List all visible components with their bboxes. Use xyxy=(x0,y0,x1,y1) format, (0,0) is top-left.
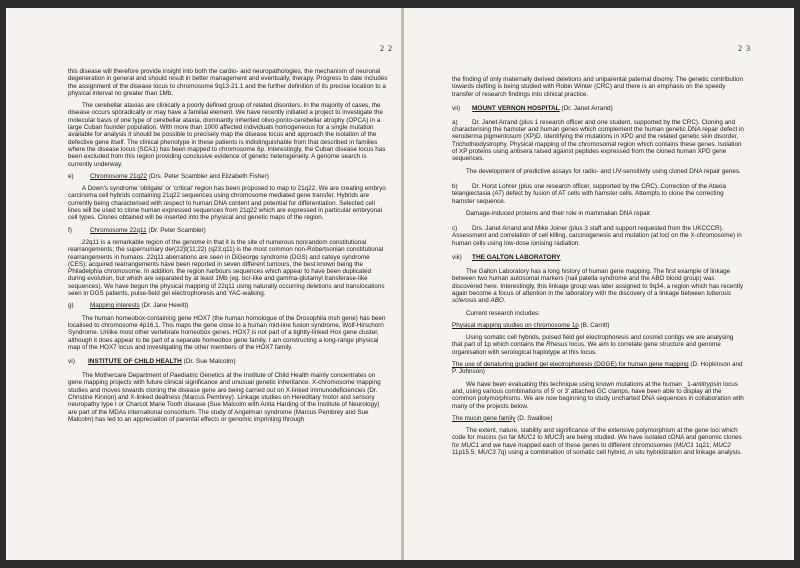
list-label: a) xyxy=(452,118,458,126)
research-heading-1 xyxy=(452,322,744,329)
paragraph: Current research includes: xyxy=(466,309,540,317)
section-number: e) xyxy=(68,172,74,180)
italic-run: MUC2 xyxy=(713,441,731,449)
list-item-c xyxy=(452,225,744,247)
section-number: f) xyxy=(68,226,72,234)
research-title: The use of denaturing gradient gel electrophoresis (DGGE) for human gene mapping xyxy=(452,361,689,369)
section-number: viii) xyxy=(452,254,462,262)
section-heading-viii xyxy=(452,254,744,262)
section-number: vi) xyxy=(68,358,75,366)
text-run: Using somatic cell hybrids, pulsed field gel electrophoresis and cosmid contigs we are analysing that part of 1p which contains the xyxy=(452,334,734,349)
paragraph xyxy=(452,427,744,456)
section-title: Chromosome 21q22 xyxy=(90,172,148,180)
paragraph: Damage-induced proteins and their role in mammalian DNA repair. xyxy=(466,209,652,217)
list-text: Drs. Janet Arrand and Mike Joiner (plus 3 staff and support requested from the UKCCCR). Assessment and correlation of cell killing, carcinogenesis and mutation (at loci on the X-chromosome) in human cells using low-dose ionising radiation. xyxy=(452,225,742,247)
research-heading-2 xyxy=(452,361,744,376)
paragraph xyxy=(452,381,744,410)
italic-run: antitrypsin xyxy=(692,380,722,388)
section-heading-vi xyxy=(68,358,388,366)
paragraph: The human homeobox-containing gene HOX7 (the human homologue of the Drosophila msh gene) has been localised to chromosome 4p16.1. This maps the gene close to a human mid-line fusion syndrome, Wolf-Hirschorn Syndrome. Unlike most other vertebrate homeobox genes, HOX7 is not part of a tightly-linked Hox gene cluster, although it does appear to be part of a separate homeobox gene family. I am constructing a long-range physical map of the HOX7 locus and investigating the other members of the HOX7 family. xyxy=(68,314,386,351)
italic-run: Rhesus xyxy=(546,341,568,349)
paragraph: A Down's syndrome 'obligate' or 'critical' region has been proposed to map to 21q22. We are creating embryo carcinoma cell hybrids containing 21q22 sequences using chromosome mediated gene transfer. Hybrids are currently being characterised with respect to human DNA content and potential for differentiation. Selected cell lines will be used to clone human expressed sequences from 21q22 which are expressed in particular embryonal cell types. Clones obtained will be inserted into the physical and genetic maps of the region. xyxy=(68,185,386,222)
paragraph: The cerebellar ataxias are clinically a poorly defined group of related disorders. In the majority of cases, the disease occurs sporadically or may have a familial element. We have recently initiated a project to investigate the molecular basis of one type of cerebellar ataxia, dominantly inherited olivo-ponto-cerebellar atrophy (OPCA) in a large Cuban founder population. With more than 1000 affected individuals homogeneous for a single mutation available for analysis it should be possible to precisely map the disease locus and approach the isolation of the defective gene itself. The clinical phenotype in these patients is indistinguishable from that described in families where the disease locus (SCA1) has been mapped to chromosome 6p. Interestingly, the Cuban disease locus has been excluded from this region providing conclusive evidence of genetic heterogeneity. A genome search is currently underway. xyxy=(68,102,386,168)
text-run: 1q21; xyxy=(693,441,714,449)
italic-run: MUC1 xyxy=(675,441,694,449)
paragraph: the finding of only maternally derived deletions and uniparental paternal disomy. The genetic contribution towards clefting is being studied with Robin Winter (CRC) and there is an emphasis on the speedy transfer of research findings into clinical practice. xyxy=(452,76,744,98)
text-run: 11p15.5; xyxy=(452,448,478,456)
italic-run: MUC3 xyxy=(544,434,563,442)
paragraph: 22q11 is a remarkable region of the genome in that it is the site of numerous nonrandom constitutional rearrangements; the supernumary der(22)t(11;22) (q23;q11) is the most common non-Robertsonian constitutional rearrangements in humans. 22q11 aberrations are seen in DiGeorge syndrome (DGS) and cateye syndrome (CES); acquired rearrangements have been reported in seven different tumours, the best known being the Philadelphia chromosome. In addition, the region harbours sequences which appear to have been duplicated during evolution, but which are separated by at least 1Mb (eg. bcr-like and gamma-glutamyl transferase-like sequences). We have begun the physical mapping of 22q11 using naturally occurring deletions and translocations seen in DGS patients, pulse-field gel electrophoresis and YAC-walking. xyxy=(68,238,385,298)
section-heading-e xyxy=(68,173,388,180)
text-run: and xyxy=(476,297,491,305)
section-heading-f xyxy=(68,227,388,234)
research-heading-3 xyxy=(452,415,744,422)
text-run: to xyxy=(535,434,545,442)
section-title: MOUNT VERNON HOSPITAL xyxy=(472,104,560,112)
list-label: b) xyxy=(452,182,458,190)
section-title: INSTITUTE OF CHILD HEALTH xyxy=(88,358,182,366)
text-run: We have been evaluating this technique using known mutations at the human _1- xyxy=(466,380,693,388)
italic-run: ABO. xyxy=(490,297,506,305)
text-run: The extent, nature, stability and significance of the extensive polymorphism at the gene loci which code for mucins (so far xyxy=(452,427,738,442)
list-text: Dr. Janet Arrand (plus 1 research officer and one student, supported by the CRC). Cloning and characterising the hamster and human genes which complement the human genetic DNA repair defect in xeroderma pigmentosum (XP)D. Identifying the mutations in XPD and the related genetic skin disorder, Trichothiodystrophy. Physical mapping of the chromosomal region which contains these genes. Isolation of XP proteins using antisera raised against peptides expressed from the cloned human XPD gene sequences. xyxy=(452,118,744,163)
text-run: The Galton Laboratory has a long history of human gene mapping. The first example of linkage between two human autosomal markers (nail patella syndrome and the ABO blood group) was discovered here. Interestingly, this linkage group was later assigned to 9q34, a region which has recently again become a focus of attention in the laboratory with the discovery of a linkage between xyxy=(452,268,744,297)
page-number: 2 3 xyxy=(738,44,751,53)
italic-run: MUC1 xyxy=(461,441,479,449)
paragraph: The Mothercare Department of Paediatric Genetics at the Institute of Child Health mainly concentrates on gene mapping projects with future clinical significance and unusual genetic inheritance. X-chromosome mapping studies and moves towards cloning the disease gene are being carried out on X-linked immunodeficiencies (Dr. Christine Kinnon) and X-linked deafness (Marcus Pembrey). Linkage studies on Hereditary motor and sensory neuropathy type I or Charcot Marie Tooth disease (Sue Malcolm with Anita Harding of the Institute of Neurology) are part of the MDAs international consortium. The study of Angelman syndrome (Marcus Pembrey and Sue Malcolm) has led to an appreciation of parental effects or genomic imprinting through xyxy=(68,372,381,423)
right-page xyxy=(404,8,794,560)
research-title: Physical mapping studies on chromosome 1p xyxy=(452,321,579,329)
italic-run: tuberous sclerosis xyxy=(452,289,731,305)
page-number: 2 2 xyxy=(380,44,393,53)
research-author: (D. Hopkinson and P. Johnson) xyxy=(452,361,743,376)
text-run: locus. We aim to correlate gene structure and genome organisation with serological haplotype at this locus. xyxy=(452,341,721,356)
italic-run: MUC3 xyxy=(477,448,496,456)
section-author: (Dr. Sue Malcolm) xyxy=(183,358,236,366)
section-number: g) xyxy=(68,302,74,310)
section-title: Mapping interests xyxy=(90,302,140,310)
section-author: (Drs. Peter Scambler and Elizabeth Fisher) xyxy=(148,172,269,180)
text-run: hybridization and linkage analysis. xyxy=(644,448,743,456)
list-label: c) xyxy=(452,225,458,233)
list-item-b xyxy=(452,183,744,205)
section-author: (Dr. Jane Hewitt) xyxy=(141,302,189,310)
book-spread xyxy=(6,8,794,560)
list-item-a xyxy=(452,119,744,163)
section-heading-g xyxy=(68,302,388,309)
list-text: Dr. Horst Lohrer (plus one research officer, supported by the CRC). Correction of the Ataxia telangiectasia (AT) defect by fusion of AT cells with hamster cells. Attempts to clone the correcting hamster sequence. xyxy=(452,182,726,205)
italic-run: in situ xyxy=(628,448,645,456)
text-run: 7q) using a combination of somatic cell hybrid, xyxy=(495,448,629,456)
research-title: The mucin gene family xyxy=(452,414,516,422)
research-author: (D. Swallow) xyxy=(517,414,553,422)
section-title: Chromosome 22q11 xyxy=(90,226,147,234)
text-run: locus and, using various combinations of 5' or 3' attached GC clamps, have been able to display all the common polymorphisms. We are now beginning to study uncharted DNA sequences in collaboration with many of the projects below. xyxy=(452,380,744,410)
italic-run: MUC1 xyxy=(517,434,536,442)
section-author: (Dr. Janet Arrand) xyxy=(561,104,613,112)
section-title: THE GALTON LABORATORY xyxy=(472,254,561,262)
text-run: and we have mapped each of these genes to different chromosomes ( xyxy=(478,441,676,449)
section-author: (Dr. Peter Scambler) xyxy=(148,226,206,234)
paragraph xyxy=(452,334,744,356)
section-number: vii) xyxy=(452,104,461,112)
left-page xyxy=(6,8,402,560)
text-run: ) are being studied. We have isolated cDNA and genomic clones for xyxy=(452,434,742,449)
paragraph: The development of predictive assays for radio- and UV-sensitivity using cloned DNA repair genes. xyxy=(466,167,741,175)
section-heading-vii xyxy=(452,105,744,113)
paragraph xyxy=(452,268,744,304)
paragraph: this disease will therefore provide insight into both the cardio- and neuropathologies, the mechanism of neuronal degeneration in general and should result in better management and eventually, therapy. Progress to date includes the assignment of the disease locus to chromosome 9q13-21.1 and the further definition of its precise location to a physical interval no greater than 1Mb. xyxy=(68,68,388,97)
research-author: (B. Carritt) xyxy=(580,321,610,329)
